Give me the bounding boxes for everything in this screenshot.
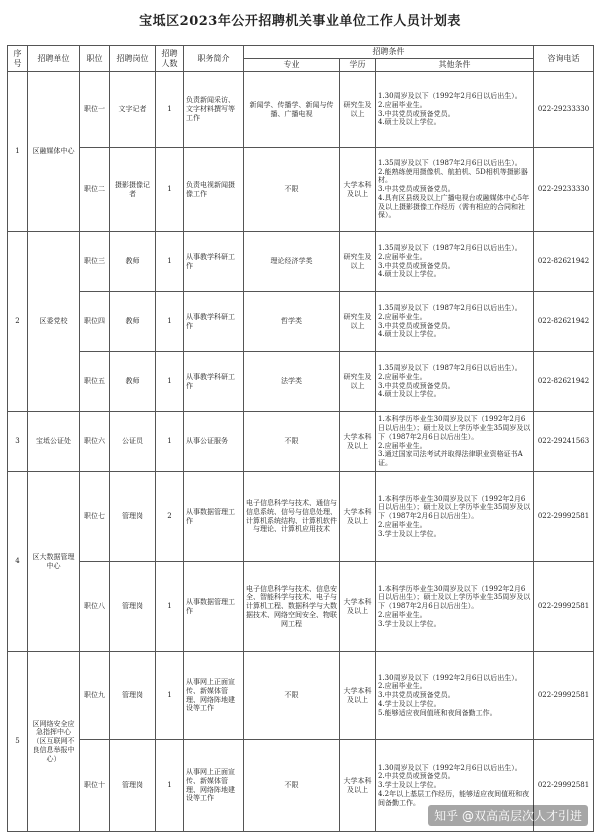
cell-phone: 022-29233330 (534, 148, 594, 232)
cell-other (376, 292, 534, 352)
cell-count: 1 (156, 412, 184, 472)
cell-post: 管理岗 (110, 740, 156, 832)
cell-post: 公证员 (110, 412, 156, 472)
cell-education: 研究生及以上 (340, 232, 376, 292)
cell-education: 研究生及以上 (340, 352, 376, 412)
cell-unit: 宝坻公证处 (28, 412, 80, 472)
cell-post: 管理岗 (110, 652, 156, 740)
cell-major: 电子信息科学与技术、通信与信息系统、信号与信息处理、计算机系统结构、计算机软件与理论、计算机应用技术 (244, 472, 340, 562)
cell-duty: 从事网上正面宣传、新媒体管理、网络阵地建设等工作 (184, 652, 244, 740)
cell-count: 1 (156, 652, 184, 740)
cell-phone: 022-29992581 (534, 740, 594, 832)
cell-unit: 区网络安全应急指挥中心（区互联网不良信息举报中心） (28, 652, 80, 832)
cell-other (376, 232, 534, 292)
cell-count: 1 (156, 292, 184, 352)
cell-count: 1 (156, 562, 184, 652)
cell-post: 管理岗 (110, 472, 156, 562)
condition-line: 2.能熟练使用摄像机、航拍机、5D相机等摄影器材。 (378, 167, 528, 185)
condition-line: 2.应届毕业生。 (378, 252, 427, 261)
cell-major: 电子信息科学与技术、信息安全、智能科学与技术、电子与计算机工程、数据科学与大数据技术、网络空间安全、物联网工程 (244, 562, 340, 652)
cell-unit: 区融媒体中心 (28, 72, 80, 232)
cell-position: 职位四 (80, 292, 110, 352)
cell-education: 大学本科及以上 (340, 562, 376, 652)
condition-line: 4.硕士及以上学位。 (378, 390, 441, 399)
condition-line: 1.本科学历毕业生30周岁及以下（1992年2月6日以后出生）；硕士及以上学历毕业生35周岁及以下（1987年2月6日以后出生）。 (378, 415, 531, 441)
cell-other (376, 148, 534, 232)
cell-position: 职位五 (80, 352, 110, 412)
cell-other (376, 412, 534, 472)
condition-line: 2.应届毕业生。 (378, 441, 427, 450)
cell-phone: 022-29241563 (534, 412, 594, 472)
condition-line: 4.2年以上基层工作经历，能够适应夜间值班和夜间备勤工作。 (378, 789, 530, 807)
cell-position: 职位三 (80, 232, 110, 292)
cell-other (376, 352, 534, 412)
cell-post: 管理岗 (110, 562, 156, 652)
cell-duty: 从事数据管理工作 (184, 562, 244, 652)
cell-education: 研究生及以上 (340, 292, 376, 352)
condition-line: 2.应届毕业生。 (378, 312, 427, 321)
condition-line: 2.应届毕业生。 (378, 372, 427, 381)
condition-line: 4.硕士及以上学位。 (378, 330, 441, 339)
table-row (8, 562, 594, 652)
cell-phone: 022-82621942 (534, 352, 594, 412)
cell-other (376, 562, 534, 652)
cell-duty: 负责电视新闻摄像工作 (184, 148, 244, 232)
cell-major: 法学类 (244, 352, 340, 412)
table-row (8, 148, 594, 232)
condition-line: 1.30周岁及以下（1992年2月6日以后出生）。 (378, 763, 522, 772)
condition-line: 3.中共党员或预备党员。 (378, 381, 455, 390)
table-row (8, 232, 594, 292)
condition-line: 4.硕士及以上学位。 (378, 270, 441, 279)
cell-duty: 从事公证服务 (184, 412, 244, 472)
cell-count: 1 (156, 148, 184, 232)
condition-line: 4.学士及以上学位。 (378, 699, 441, 708)
condition-line: 3.学士及以上学位。 (378, 781, 441, 790)
cell-unit: 区大数据管理中心 (28, 472, 80, 652)
condition-line: 1.30周岁及以下（1992年2月6日以后出生）。 (378, 92, 522, 100)
cell-unit: 区委党校 (28, 232, 80, 412)
condition-line: 3.中共党员或预备党员。 (378, 321, 455, 330)
cell-other (376, 652, 534, 740)
condition-line: 5.能够适应夜间值班和夜间备勤工作。 (378, 708, 497, 717)
condition-line: 1.35周岁及以下（1987年2月6日以后出生）。 (378, 158, 522, 167)
header-major: 专业 (244, 59, 340, 72)
condition-line: 4.具有区县级及以上广播电视台或融媒体中心5年及以上摄影摄像工作经历（需有相应的合同和社保）。 (378, 193, 530, 220)
header-post: 招聘岗位 (110, 46, 156, 72)
cell-count: 2 (156, 472, 184, 562)
cell-position: 职位九 (80, 652, 110, 740)
header-phone: 咨询电话 (534, 46, 594, 72)
cell-education: 研究生及以上 (340, 72, 376, 148)
condition-line: 3.学士及以上学位。 (378, 619, 441, 628)
table-row (8, 472, 594, 562)
cell-seq: 1 (8, 72, 28, 232)
cell-position: 职位一 (80, 72, 110, 148)
cell-duty: 负责新闻采访、文字材料撰写等工作 (184, 72, 244, 148)
cell-education: 大学本科及以上 (340, 472, 376, 562)
condition-line: 1.35周岁及以下（1987年2月6日以后出生）。 (378, 364, 522, 372)
condition-line: 1.本科学历毕业生30周岁及以下（1992年2月6日以后出生）；硕士及以上学历毕业生35周岁及以下（1987年2月6日以后出生）。 (378, 584, 531, 611)
cell-position: 职位六 (80, 412, 110, 472)
condition-line: 2.应届毕业生。 (378, 520, 427, 529)
cell-duty: 从事教学科研工作 (184, 232, 244, 292)
cell-major: 不限 (244, 148, 340, 232)
condition-line: 2.应届毕业生。 (378, 610, 427, 619)
cell-other (376, 472, 534, 562)
cell-duty: 从事数据管理工作 (184, 472, 244, 562)
header-count: 招聘人数 (156, 46, 184, 72)
condition-line: 3.中共党员或预备党员。 (378, 261, 455, 270)
condition-line: 3.通过国家司法考试并取得法律职业资格证书A证。 (378, 450, 523, 467)
condition-line: 1.本科学历毕业生30周岁及以下（1992年2月6日以后出生）；硕士及以上学历毕业生35周岁及以下（1987年2月6日以后出生）。 (378, 494, 531, 521)
condition-line: 3.中共党员或预备党员。 (378, 109, 455, 118)
condition-line: 2.中共党员或预备党员。 (378, 772, 455, 781)
header-seq: 序号 (8, 46, 28, 72)
condition-line: 4.硕士及以上学位。 (378, 118, 441, 127)
table-row (8, 352, 594, 412)
cell-count: 1 (156, 232, 184, 292)
cell-seq: 4 (8, 472, 28, 652)
cell-phone: 022-29992581 (534, 562, 594, 652)
cell-major: 不限 (244, 740, 340, 832)
cell-count: 1 (156, 740, 184, 832)
condition-line: 1.30周岁及以下（1992年2月6日以后出生）。 (378, 673, 522, 682)
cell-education: 大学本科及以上 (340, 740, 376, 832)
cell-major: 新闻学、传播学、新闻与传播、广播电视 (244, 72, 340, 148)
condition-line: 2.应届毕业生。 (378, 682, 427, 691)
header-education: 学历 (340, 59, 376, 72)
cell-count: 1 (156, 72, 184, 148)
cell-phone: 022-29233330 (534, 72, 594, 148)
cell-post: 教师 (110, 352, 156, 412)
table-row (8, 72, 594, 148)
table-row (8, 412, 594, 472)
cell-phone: 022-29992581 (534, 652, 594, 740)
condition-line: 3.学士及以上学位。 (378, 529, 441, 538)
cell-position: 职位十 (80, 740, 110, 832)
cell-major: 不限 (244, 412, 340, 472)
table-row (8, 292, 594, 352)
condition-line: 2.应届毕业生。 (378, 100, 427, 109)
table-row (8, 652, 594, 740)
table-body (8, 72, 594, 832)
cell-duty: 从事网上正面宣传、新媒体管理、网络阵地建设等工作 (184, 740, 244, 832)
cell-position: 职位八 (80, 562, 110, 652)
cell-post: 摄影摄像记者 (110, 148, 156, 232)
condition-line: 1.35周岁及以下（1987年2月6日以后出生）。 (378, 244, 522, 252)
cell-seq: 2 (8, 232, 28, 412)
cell-duty: 从事教学科研工作 (184, 292, 244, 352)
header-other: 其他条件 (376, 59, 534, 72)
header-position: 职位 (80, 46, 110, 72)
cell-other (376, 72, 534, 148)
cell-post: 教师 (110, 292, 156, 352)
cell-phone: 022-29992581 (534, 472, 594, 562)
cell-position: 职位七 (80, 472, 110, 562)
cell-post: 教师 (110, 232, 156, 292)
cell-post: 文字记者 (110, 72, 156, 148)
cell-major: 哲学类 (244, 292, 340, 352)
cell-phone: 022-82621942 (534, 232, 594, 292)
condition-line: 3.中共党员或预备党员。 (378, 691, 455, 700)
header-conditions: 招聘条件 (244, 46, 534, 59)
header-duty: 职务简介 (184, 46, 244, 72)
cell-major: 理论经济学类 (244, 232, 340, 292)
cell-education: 大学本科及以上 (340, 148, 376, 232)
cell-position: 职位二 (80, 148, 110, 232)
header-unit: 招聘单位 (28, 46, 80, 72)
condition-line: 3.中共党员或预备党员。 (378, 185, 455, 194)
condition-line: 1.35周岁及以下（1987年2月6日以后出生）。 (378, 304, 522, 312)
cell-seq: 5 (8, 652, 28, 832)
cell-count: 1 (156, 352, 184, 412)
cell-major: 不限 (244, 652, 340, 740)
cell-phone: 022-82621942 (534, 292, 594, 352)
cell-education: 大学本科及以上 (340, 652, 376, 740)
cell-duty: 从事教学科研工作 (184, 352, 244, 412)
cell-education: 大学本科及以上 (340, 412, 376, 472)
watermark: 知乎 @双高高层次人才引进 (428, 805, 588, 826)
document-title: 宝坻区2023年公开招聘机关事业单位工作人员计划表 (139, 14, 461, 29)
recruitment-table (7, 45, 594, 832)
cell-seq: 3 (8, 412, 28, 472)
